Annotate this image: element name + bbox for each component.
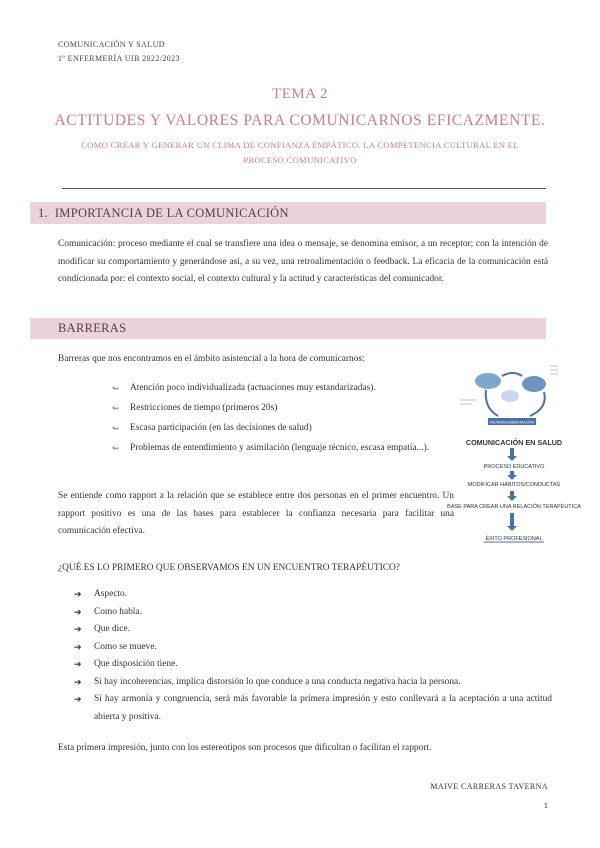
paragraph-definition: Comunicación: proceso mediante el cual se transfiere una idea o mensaje, se denomina emisor, a un receptor; con la intención de modificar su comportamiento y generándose así, a su vez, una retroalimentación o feedback. La eficacia de la comunicación está condicionada por: el contexto social, el contexto cultural y la actitud y características del comunicador. [58,239,548,284]
cycle-diagram [460,366,558,425]
observations-list [74,586,552,726]
down-arrow-icon [507,448,517,461]
footer-author: MAIVE CARRERAS TAVERNA [430,782,548,791]
list-item: ➔ Que dice. [74,621,552,639]
arrow-right-icon: ➔ [74,589,82,599]
arrow-right-icon: ➔ [74,694,82,704]
down-arrow-icon [507,491,517,501]
page-number: 1 [543,800,548,810]
observation-question: ¿QUÉ ES LO PRIMERO QUE OBSERVAMOS EN UN ENCUENTRO TERAPÉUTICO? [58,563,400,573]
arrow-right-icon: ➔ [74,659,82,669]
cycle-arrow [530,392,545,416]
cycle-arrow [486,390,498,416]
list-item: ➔ Como se mueve. [74,639,552,657]
document-title: ACTITUDES Y VALORES PARA COMUNICARNOS EFICAZMENTE. [54,112,546,129]
cycle-label: RETROALIMENTACIÓN [490,419,534,425]
list-item: ↬ Problemas de entendimiento y asimilación (lenguaje técnico, escasa empatía...). [112,440,440,458]
flow-step-2: PROCESO EDUCATIVO [483,464,545,470]
cycle-node [501,390,519,402]
section-heading-barreras: BARRERAS [30,318,546,339]
cycle-node [522,376,546,392]
arrow-bullet-icon: ↬ [112,384,119,393]
arrow-right-icon: ➔ [74,641,82,652]
list-item: ↬ Escasa participación (en las decisiones de salud) [112,420,440,438]
paragraph-closing: Esta primera impresión, junto con los estereotipos son procesos que dificultan o facilitan el rapport. [58,743,432,753]
flow-step-1: COMUNICACIÓN EN SALUD [465,438,563,447]
barriers-list [112,380,440,460]
header-course: COMUNICACIÓN Y SALUD [58,40,165,49]
arrow-bullet-icon: ↬ [112,404,119,413]
arrow-bullet-icon: ↬ [112,424,119,433]
communication-flow-diagram [447,362,581,552]
flow-step-5: ÉXITO PROFESIONAL [485,536,543,542]
arrow-right-icon: ➔ [74,676,82,687]
paragraph-rapport: Se entiende como rapport a la relación que se establece entre dos personas en el primer encuentro. Un rapport positivo es una de las bases para establecer la confianza necesaria para facilitar una comunicación efectiva. [58,491,454,536]
cycle-node [475,373,501,389]
down-arrow-icon [507,513,517,531]
topic-number: TEMA 2 [272,86,328,102]
section-title: IMPORTANCIA DE LA COMUNICACIÓN [54,206,289,220]
section-number: 1. [38,206,48,220]
list-item: ↬ Restricciones de tiempo (primeros 20s) [112,400,440,418]
section-heading-importancia [30,202,546,224]
list-item: ➔ Como habla. [74,604,552,622]
flow-step-4: BASE PARA CREAR UNA RELACIÓN TERAPÉUTICA [447,504,581,510]
list-item: ➔ Que disposición tiene. [74,656,552,674]
list-item: ➔ Si hay incoherencias, implica distorsión lo que conduce a una conducta negativa hacia la persona. [74,674,552,692]
list-item: ➔ Si hay armonía y congruencia, será más favorable la primera impresión y esto conllevará a la aceptación a una actitud abierta y positiva. [74,691,552,726]
flow-step-3: MODIFICAR HÁBITOS/CONDUCTAS [467,482,561,488]
header-year: 1º ENFERMERÍA UIB 2022/2023 [58,54,180,63]
arrow-right-icon: ➔ [74,624,82,634]
document-subtitle: COMO CREAR Y GENERAR UN CLIMA DE CONFIANZA EMPÁTICO. LA COMPETENCIA CULTURAL EN EL PROCESO COMUNICATIVO [81,140,519,165]
arrow-bullet-icon: ↬ [112,444,119,453]
down-arrow-icon [507,471,517,480]
running-header [58,38,180,66]
cycle-arrow [502,373,522,376]
list-item: ➔ Aspecto. [74,586,552,604]
title-divider [62,188,546,189]
paragraph-barriers-intro: Barreras que nos encontramos en el ámbito asistencial a la hora de comunicarnos: [58,354,365,364]
list-item: ↬ Atención poco individualizada (actuaciones muy estandarizadas). [112,380,440,398]
arrow-right-icon: ➔ [74,606,82,617]
